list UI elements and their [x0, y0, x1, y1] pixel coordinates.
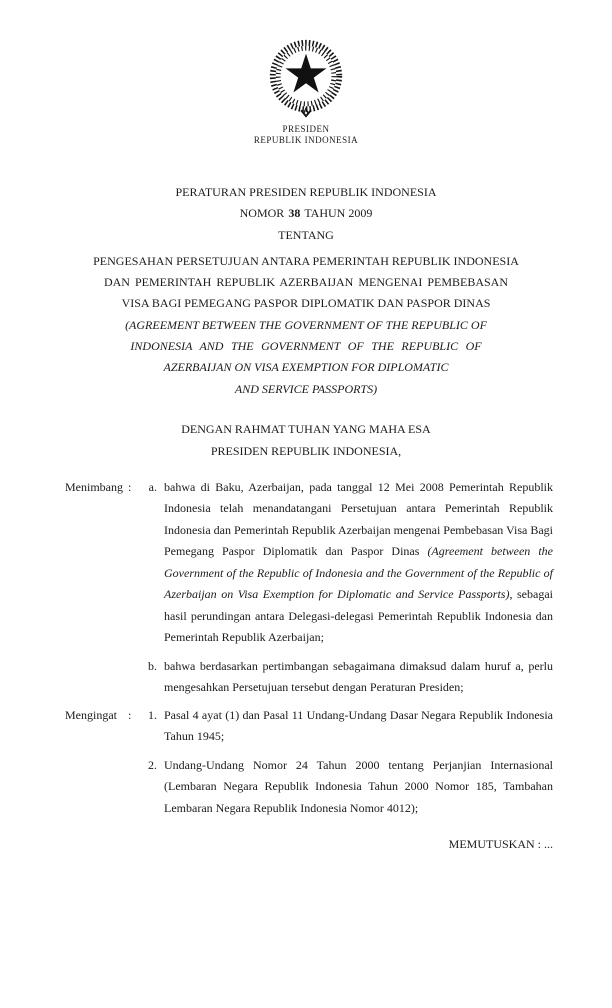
subject-line: VISA BAGI PEMEGANG PASPOR DIPLOMATIK DAN PASPOR DINAS	[121, 296, 491, 311]
menimbang-colon: :	[128, 479, 132, 494]
item-a-agreement-title: (Agreement between the Government of the Republic of Indonesia and the Government of the Republic of Azerbaijan on Visa Exemption for Diplomatic and Service Passports)	[164, 544, 553, 602]
emblem-svg	[262, 36, 350, 120]
nomor-prefix: NOMOR	[239, 206, 285, 221]
menimbang-section	[65, 477, 553, 699]
consideration-item-b	[136, 656, 553, 699]
menimbang-items	[136, 477, 553, 699]
subject-line-english: INDONESIA AND THE GOVERNMENT OF THE REPUBLIC OF	[130, 339, 482, 354]
subject-line-english: AND SERVICE PASSPORTS)	[234, 381, 378, 396]
authority-line: PRESIDEN REPUBLIK INDONESIA,	[210, 443, 402, 458]
subject-line: DAN PEMERINTAH REPUBLIK AZERBAIJAN MENGENAI PEMBEBASAN	[103, 275, 509, 290]
mengingat-colon: :	[128, 707, 132, 722]
letterhead-presiden: PRESIDEN	[282, 124, 330, 134]
item-marker: 2.	[148, 757, 157, 772]
legal-basis-item-2-text: Undang-Undang Nomor 24 Tahun 2000 tentang Perjanjian Internasional (Lembaran Negara Republik Indonesia Tahun 2000 Nomor 185, Tambahan Lembaran Negara Republik Indonesia Nomor 4012);	[164, 757, 553, 815]
invocation-line: DENGAN RAHMAT TUHAN YANG MAHA ESA	[181, 421, 431, 436]
clauses	[65, 477, 553, 820]
nomor-value: 38	[288, 206, 301, 221]
presidential-star-wreath-emblem-icon	[262, 36, 350, 120]
nomor-suffix: TAHUN 2009	[304, 206, 373, 221]
item-marker: b.	[148, 658, 157, 673]
menimbang-label: Menimbang	[65, 479, 123, 494]
tentang-label: TENTANG	[278, 227, 334, 242]
regulation-title: PERATURAN PRESIDEN REPUBLIK INDONESIA	[175, 185, 437, 199]
item-a-part1: bahwa di Baku, Azerbaijan, pada tanggal 12 Mei 2008 Pemerintah Republik Indonesia telah menandatangani Persetujuan antara Pemerintah Republik Indonesia dan Pemerintah Republik Azerbaijan mengenai Pembebasan Visa Bagi Pemegang Paspor Diplomatik dan Paspor Dinas	[164, 479, 553, 559]
item-a-part3: , sebagai hasil perundingan antara Delegasi-delegasi Pemerintah Republik Indonesia dan Pemerintah Republik Azerbaijan;	[164, 587, 553, 645]
consideration-item-a	[136, 477, 553, 649]
star-icon	[286, 54, 327, 93]
mengingat-label: Mengingat	[65, 707, 117, 722]
item-marker: a.	[148, 479, 157, 494]
mengingat-section	[65, 705, 553, 820]
legal-basis-item-1-text: Pasal 4 ayat (1) dan Pasal 11 Undang-Undang Dasar Negara Republik Indonesia Tahun 1945;	[164, 707, 553, 744]
item-marker: 1.	[148, 707, 157, 722]
subject-line-english: (AGREEMENT BETWEEN THE GOVERNMENT OF THE REPUBLIC OF	[125, 317, 487, 332]
legal-basis-item-1	[136, 705, 553, 748]
memutuskan-line: MEMUTUSKAN : ...	[448, 837, 553, 852]
letterhead	[0, 0, 612, 146]
regulation-title-block	[0, 182, 612, 400]
letterhead-republik-indonesia: REPUBLIK INDONESIA	[253, 135, 359, 145]
subject-line-english: AZERBAIJAN ON VISA EXEMPTION FOR DIPLOMATIC	[163, 360, 449, 375]
subject-line: PENGESAHAN PERSETUJUAN ANTARA PEMERINTAH REPUBLIK INDONESIA	[93, 253, 519, 268]
mengingat-items	[136, 705, 553, 820]
consideration-item-b-text: bahwa berdasarkan pertimbangan sebagaimana dimaksud dalam huruf a, perlu mengesahkan Persetujuan tersebut dengan Peraturan Presiden;	[164, 658, 553, 695]
legal-basis-item-2	[136, 755, 553, 820]
regulation-number-line	[0, 203, 612, 224]
consideration-item-a-text	[164, 477, 553, 649]
